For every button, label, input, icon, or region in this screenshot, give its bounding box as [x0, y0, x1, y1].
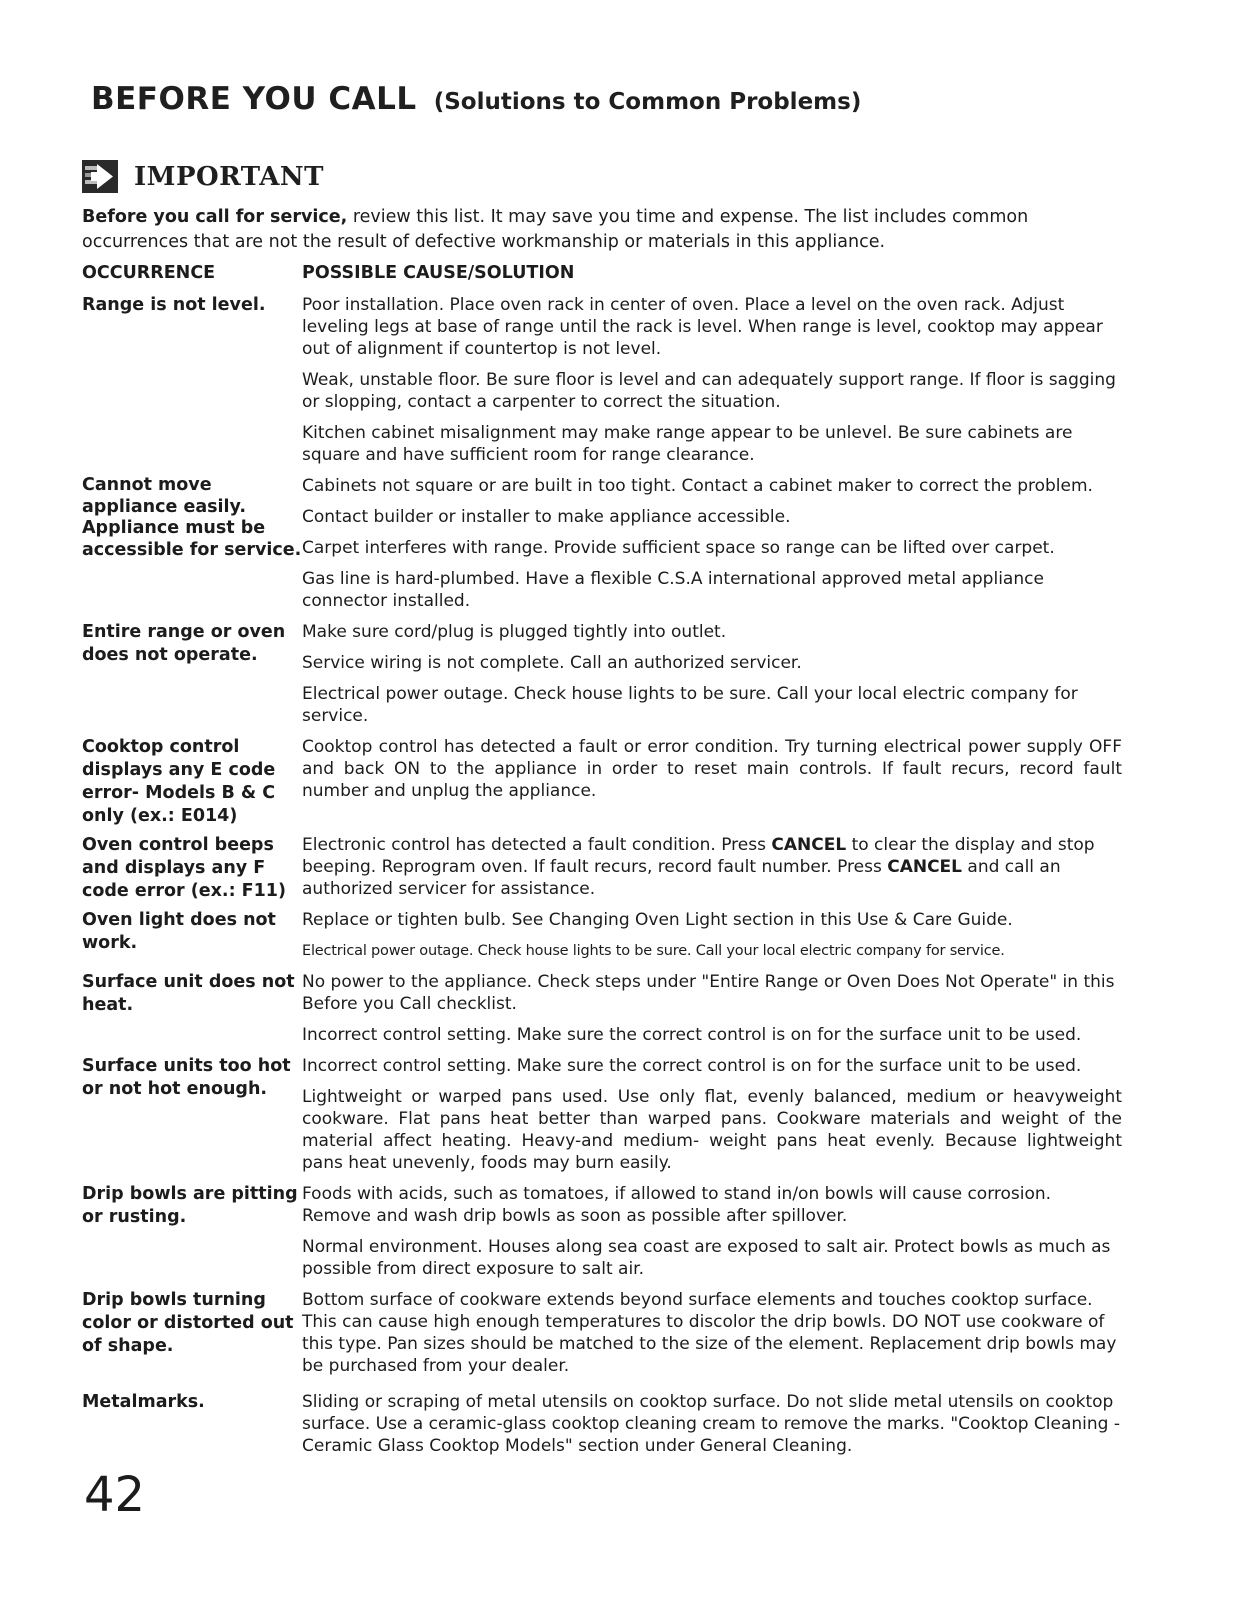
occurrence-cell: Range is not level. — [82, 295, 266, 315]
table-row — [82, 294, 1122, 475]
page-title-subtitle: (Solutions to Common Problems) — [433, 89, 862, 115]
solution-cell — [302, 834, 1122, 909]
occurrence-cell: Surface unit does not heat. — [82, 972, 295, 1015]
occurrence-cell: Surface units too hot or not hot enough. — [82, 1056, 291, 1099]
solution-cell — [302, 736, 1122, 834]
solution-cell — [302, 1391, 1122, 1466]
solution-cell — [302, 971, 1122, 1055]
solution-cell — [302, 294, 1122, 475]
solution-cell — [302, 1183, 1122, 1289]
solution-item: Sliding or scraping of metal utensils on cooktop surface. Do not slide metal utensils on cooktop surface. Use a ceramic-glass cooktop cleaning cream to remove the marks. "Cooktop Cleaning - Ceramic Glass Cooktop Models" section under General Cleaning. — [302, 1392, 1120, 1456]
intro-paragraph — [82, 205, 1102, 255]
solution-item: Contact builder or installer to make appliance accessible. — [302, 507, 791, 527]
table-row — [82, 475, 1122, 621]
solution-item: Cabinets not square or are built in too tight. Contact a cabinet maker to correct the problem. — [302, 476, 1093, 496]
page-title — [91, 79, 861, 117]
solution-header: POSSIBLE CAUSE/SOLUTION — [302, 263, 575, 283]
solution-item: Kitchen cabinet misalignment may make range appear to be unlevel. Be sure cabinets are square and have sufficient room for range clearance. — [302, 423, 1073, 465]
solution-item: Bottom surface of cookware extends beyond surface elements and touches cooktop surface. This can cause high enough temperatures to discolor the drip bowls. DO NOT use cookware of this type. Pan sizes should be matched to the size of the element. Replacement drip bowls may be purchased from your dealer. — [302, 1290, 1117, 1376]
solution-item: Carpet interferes with range. Provide sufficient space so range can be lifted over carpet. — [302, 538, 1055, 558]
page-title-main: BEFORE YOU CALL — [91, 81, 417, 117]
solution-item: Foods with acids, such as tomatoes, if allowed to stand in/on bowls will cause corrosion. Remove and wash drip bowls as soon as possible after spillover. — [302, 1184, 1052, 1226]
solution-item: Gas line is hard-plumbed. Have a flexible C.S.A international approved metal appliance connector installed. — [302, 569, 1044, 611]
table-row — [82, 971, 1122, 1055]
occurrence-header: OCCURRENCE — [82, 263, 216, 283]
solution-item: Normal environment. Houses along sea coast are exposed to salt air. Protect bowls as much as possible from direct exposure to salt air. — [302, 1237, 1111, 1279]
arrow-box-icon — [82, 160, 118, 193]
table-row — [82, 1055, 1122, 1183]
table-row — [82, 1289, 1122, 1391]
solution-cell — [302, 621, 1122, 736]
table-header — [82, 262, 1122, 284]
table-row — [82, 621, 1122, 736]
table-row — [82, 1391, 1122, 1466]
solution-item: Electrical power outage. Check house lights to be sure. Call your local electric company for service. — [302, 943, 1005, 959]
solution-item: Incorrect control setting. Make sure the correct control is on for the surface unit to be used. — [302, 1056, 1082, 1076]
cancel-keyword: CANCEL — [771, 835, 847, 855]
occurrence-cell: Oven light does not work. — [82, 910, 276, 953]
troubleshooting-table — [82, 262, 1122, 1466]
solution-item: Poor installation. Place oven rack in center of oven. Place a level on the oven rack. Adjust leveling legs at base of range until the rack is level. When range is level, cooktop may appear out of alignment if countertop is not level. — [302, 295, 1103, 359]
table-row — [82, 736, 1122, 834]
solution-cell — [302, 909, 1122, 971]
table-row — [82, 1183, 1122, 1289]
important-heading — [82, 160, 324, 193]
table-row — [82, 834, 1122, 909]
important-label: IMPORTANT — [134, 161, 325, 192]
intro-text: review this list. It may save you time and expense. The list includes common occurrences that are not the result of defective workmanship or materials in this appliance. — [82, 207, 1029, 252]
occurrence-cell: Cooktop control displays any E code error- Models B & C only (ex.: E014) — [82, 737, 276, 826]
occurrence-cell: Oven control beeps and displays any F code error (ex.: F11) — [82, 835, 286, 901]
solution-item: No power to the appliance. Check steps under "Entire Range or Oven Does Not Operate" in this Before you Call checklist. — [302, 972, 1115, 1014]
solution-item: Incorrect control setting. Make sure the correct control is on for the surface unit to be used. — [302, 1025, 1082, 1045]
intro-bold: Before you call for service, — [82, 207, 348, 227]
table-row — [82, 909, 1122, 971]
solution-item: Electronic control has detected a fault condition. Press CANCEL to clear the display and stop beeping. Reprogram oven. If fault recurs, record fault number. Press CANCEL and call an authorized servicer for assistance. — [302, 835, 1095, 899]
cancel-keyword: CANCEL — [887, 857, 963, 877]
solution-item: Lightweight or warped pans used. Use only flat, evenly balanced, medium or heavyweight cookware. Flat pans heat better than warped pans. Cookware materials and weight of the material affect heating. Heavy-and medium- weight pans heat evenly. Because lightweight pans heat unevenly, foods may burn easily. — [302, 1087, 1122, 1173]
occurrence-cell: Entire range or oven does not operate. — [82, 622, 286, 665]
occurrence-cell: Drip bowls are pitting or rusting. — [82, 1184, 298, 1227]
solution-item: Replace or tighten bulb. See Changing Oven Light section in this Use & Care Guide. — [302, 910, 1013, 930]
occurrence-cell: Drip bowls turning color or distorted out of shape. — [82, 1290, 294, 1356]
solution-cell — [302, 475, 1122, 621]
solution-item: Cooktop control has detected a fault or error condition. Try turning electrical power supply OFF and back ON to the appliance in order to reset main controls. If fault recurs, record fault number and unplug the appliance. — [302, 737, 1122, 801]
solution-item: Make sure cord/plug is plugged tightly into outlet. — [302, 622, 727, 642]
solution-item: Weak, unstable floor. Be sure floor is level and can adequately support range. If floor is sagging or slopping, contact a carpenter to correct the situation. — [302, 370, 1116, 412]
occurrence-cell: Metalmarks. — [82, 1392, 205, 1412]
solution-item: Electrical power outage. Check house lights to be sure. Call your local electric company for service. — [302, 684, 1078, 726]
solution-cell — [302, 1289, 1122, 1391]
occurrence-cell: Cannot move appliance easily. Appliance must be accessible for service. — [82, 475, 302, 560]
page-number: 42 — [84, 1467, 146, 1523]
solution-item: Service wiring is not complete. Call an authorized servicer. — [302, 653, 802, 673]
solution-cell — [302, 1055, 1122, 1183]
